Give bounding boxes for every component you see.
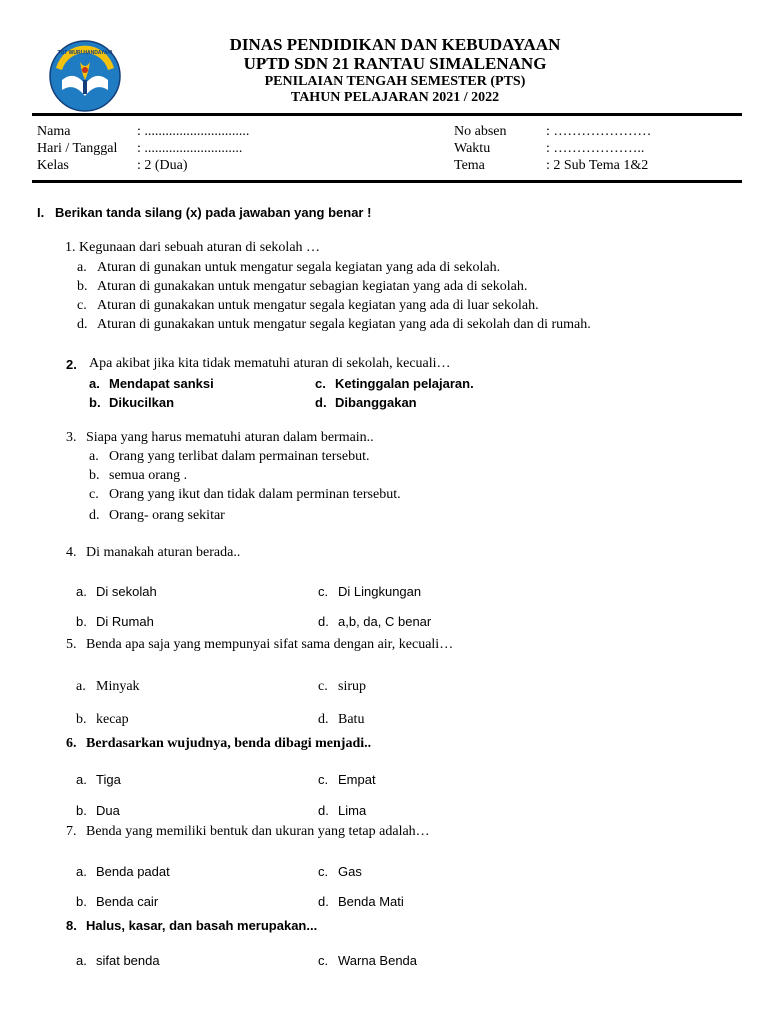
option-text: a,b, da, C benar: [338, 614, 432, 629]
question-text: Di manakah aturan berada..: [86, 545, 241, 560]
option-text: Di sekolah: [96, 584, 157, 599]
tema-label: Tema: [454, 158, 485, 173]
header-academic-year: TAHUN PELAJARAN 2021 / 2022: [290, 90, 500, 105]
question-4: [66, 545, 240, 561]
option-letter: a.: [76, 584, 87, 599]
question-3: [66, 430, 374, 446]
option-text: sirup: [338, 679, 366, 694]
option-letter: a.: [76, 679, 86, 694]
kelas-value: : 2 (Dua): [137, 158, 188, 173]
question-6-option-d[interactable]: [318, 803, 366, 818]
question-6-option-c[interactable]: [318, 772, 376, 787]
header-school-name: UPTD SDN 21 RANTAU SIMALENANG: [243, 54, 547, 73]
question-3-option-d[interactable]: [89, 508, 225, 524]
option-text: Dikucilkan: [109, 395, 175, 410]
header-divider-top: [32, 113, 742, 116]
question-7-option-b[interactable]: [76, 894, 158, 909]
question-5-option-b[interactable]: [76, 712, 129, 728]
question-6-option-b[interactable]: [76, 803, 120, 818]
option-text: semua orang .: [109, 468, 188, 483]
option-text: Orang yang terlibat dalam permainan tersebut.: [109, 449, 370, 464]
question-2-option-d[interactable]: [315, 395, 417, 410]
header-divider-bottom: [32, 180, 742, 183]
option-text: Benda padat: [96, 864, 170, 879]
question-8: [66, 918, 317, 933]
option-text: Batu: [338, 712, 365, 727]
question-text: Benda apa saja yang mempunyai sifat sama dengan air, kecuali…: [86, 637, 454, 652]
option-text: sifat benda: [96, 953, 160, 968]
header-exam-title: PENILAIAN TENGAH SEMESTER (PTS): [264, 74, 526, 89]
option-letter: d.: [318, 894, 329, 909]
option-letter: a.: [77, 260, 87, 275]
question-5-option-d[interactable]: [318, 712, 364, 728]
option-letter: d.: [77, 317, 88, 332]
option-text: Orang- orang sekitar: [109, 508, 225, 523]
option-text: Aturan di gunakakan untuk mengatur sebagian kegiatan yang ada di sekolah.: [97, 279, 528, 294]
question-6-option-a[interactable]: [76, 772, 121, 787]
question-2-option-b[interactable]: [89, 395, 174, 410]
question-2-option-c[interactable]: [315, 376, 474, 391]
question-7-option-c[interactable]: [318, 864, 362, 879]
option-text: Benda Mati: [338, 894, 404, 909]
question-number: 1.: [65, 240, 76, 255]
question-7: [66, 824, 430, 840]
question-4-option-a[interactable]: [76, 584, 157, 599]
question-number: 7.: [66, 824, 77, 839]
question-1-option-a[interactable]: [77, 260, 500, 276]
tema-value: : 2 Sub Tema 1&2: [546, 158, 649, 173]
waktu-label: Waktu: [454, 141, 491, 156]
question-2-number: 2.: [66, 357, 77, 372]
option-text: Aturan di gunakakan untuk mengatur segala kegiatan yang ada di sekolah dan di rumah.: [97, 317, 591, 332]
option-letter: a.: [89, 376, 100, 391]
question-2-option-a[interactable]: [89, 376, 214, 391]
question-text: Berdasarkan wujudnya, benda dibagi menjadi..: [86, 736, 372, 751]
question-2-text: Apa akibat jika kita tidak mematuhi aturan di sekolah, kecuali…: [89, 356, 451, 371]
option-letter: a.: [89, 449, 99, 464]
section-number: I.: [37, 205, 45, 220]
option-text: Ketinggalan pelajaran.: [335, 376, 474, 391]
option-letter: c.: [318, 679, 328, 694]
question-1-option-b[interactable]: [77, 279, 527, 295]
option-letter: b.: [89, 468, 100, 483]
question-text: Benda yang memiliki bentuk dan ukuran yang tetap adalah…: [86, 824, 430, 839]
question-6: [66, 736, 371, 752]
question-5: [66, 637, 453, 653]
option-letter: b.: [77, 279, 88, 294]
question-number: 8.: [66, 918, 77, 933]
option-letter: d.: [318, 712, 329, 727]
question-number: 4.: [66, 545, 77, 560]
option-letter: c.: [318, 953, 329, 968]
question-3-option-a[interactable]: [89, 449, 369, 465]
question-1: [65, 240, 320, 256]
hari-tanggal-field[interactable]: : ............................: [137, 141, 243, 156]
option-letter: c.: [89, 487, 99, 502]
option-letter: c.: [318, 584, 329, 599]
option-letter: c.: [318, 864, 329, 879]
header-office-title: DINAS PENDIDIKAN DAN KEBUDAYAAN: [229, 35, 561, 54]
option-letter: d.: [315, 395, 327, 410]
question-7-option-a[interactable]: [76, 864, 170, 879]
option-text: Dibanggakan: [335, 395, 417, 410]
kelas-label: Kelas: [37, 158, 69, 173]
tut-wuri-handayani-logo: [46, 40, 124, 112]
option-letter: a.: [76, 864, 87, 879]
question-3-option-b[interactable]: [89, 468, 187, 484]
question-7-option-d[interactable]: [318, 894, 404, 909]
question-1-option-c[interactable]: [77, 298, 539, 314]
option-text: Mendapat sanksi: [109, 376, 214, 391]
option-letter: b.: [76, 614, 87, 629]
option-letter: b.: [76, 712, 87, 727]
question-8-option-c[interactable]: [318, 953, 417, 968]
option-letter: c.: [315, 376, 326, 391]
option-text: Minyak: [96, 679, 140, 694]
question-5-option-a[interactable]: [76, 679, 140, 695]
option-letter: d.: [89, 508, 100, 523]
option-text: Dua: [96, 803, 120, 818]
option-text: Di Rumah: [96, 614, 154, 629]
hari-tanggal-label: Hari / Tanggal: [37, 141, 118, 156]
option-letter: a.: [76, 953, 87, 968]
question-number: 6.: [66, 736, 77, 751]
option-letter: d.: [318, 803, 329, 818]
no-absen-label: No absen: [454, 124, 507, 139]
question-1-option-d[interactable]: [77, 317, 591, 333]
option-text: Benda cair: [96, 894, 159, 909]
option-text: Gas: [338, 864, 362, 879]
svg-text:TUT WURI HANDAYANI: TUT WURI HANDAYANI: [57, 50, 113, 56]
no-absen-field[interactable]: : …………………: [546, 124, 652, 139]
section-instruction: Berikan tanda silang (x) pada jawaban yang benar !: [55, 205, 372, 220]
option-text: kecap: [96, 712, 129, 727]
option-letter: d.: [318, 614, 329, 629]
option-text: Warna Benda: [338, 953, 418, 968]
question-number: 3.: [66, 430, 77, 445]
option-text: Tiga: [96, 772, 121, 787]
question-8-option-a[interactable]: [76, 953, 160, 968]
option-letter: b.: [89, 395, 101, 410]
waktu-field[interactable]: : ………………..: [546, 141, 645, 156]
option-text: Aturan di gunakakan untuk mengatur segala kegiatan yang ada di luar sekolah.: [97, 298, 539, 313]
option-text: Empat: [338, 772, 376, 787]
option-letter: b.: [76, 803, 87, 818]
option-text: Lima: [338, 803, 367, 818]
option-text: Orang yang ikut dan tidak dalam perminan tersebut.: [109, 487, 401, 502]
option-letter: c.: [77, 298, 87, 313]
question-3-option-c[interactable]: [89, 487, 401, 503]
option-text: Aturan di gunakan untuk mengatur segala kegiatan yang ada di sekolah.: [97, 260, 501, 275]
question-text: Halus, kasar, dan basah merupakan...: [86, 918, 318, 933]
question-4-option-c[interactable]: [318, 584, 421, 599]
question-4-option-d[interactable]: [318, 614, 431, 629]
option-letter: b.: [76, 894, 87, 909]
question-text: Kegunaan dari sebuah aturan di sekolah …: [79, 240, 321, 255]
option-text: Di Lingkungan: [338, 584, 422, 599]
question-5-option-c[interactable]: [318, 679, 366, 695]
nama-field[interactable]: : ..............................: [137, 124, 250, 139]
nama-label: Nama: [37, 124, 71, 139]
option-letter: a.: [76, 772, 87, 787]
question-4-option-b[interactable]: [76, 614, 154, 629]
question-text: Siapa yang harus mematuhi aturan dalam bermain..: [86, 430, 374, 445]
question-number: 5.: [66, 637, 77, 652]
option-letter: c.: [318, 772, 329, 787]
